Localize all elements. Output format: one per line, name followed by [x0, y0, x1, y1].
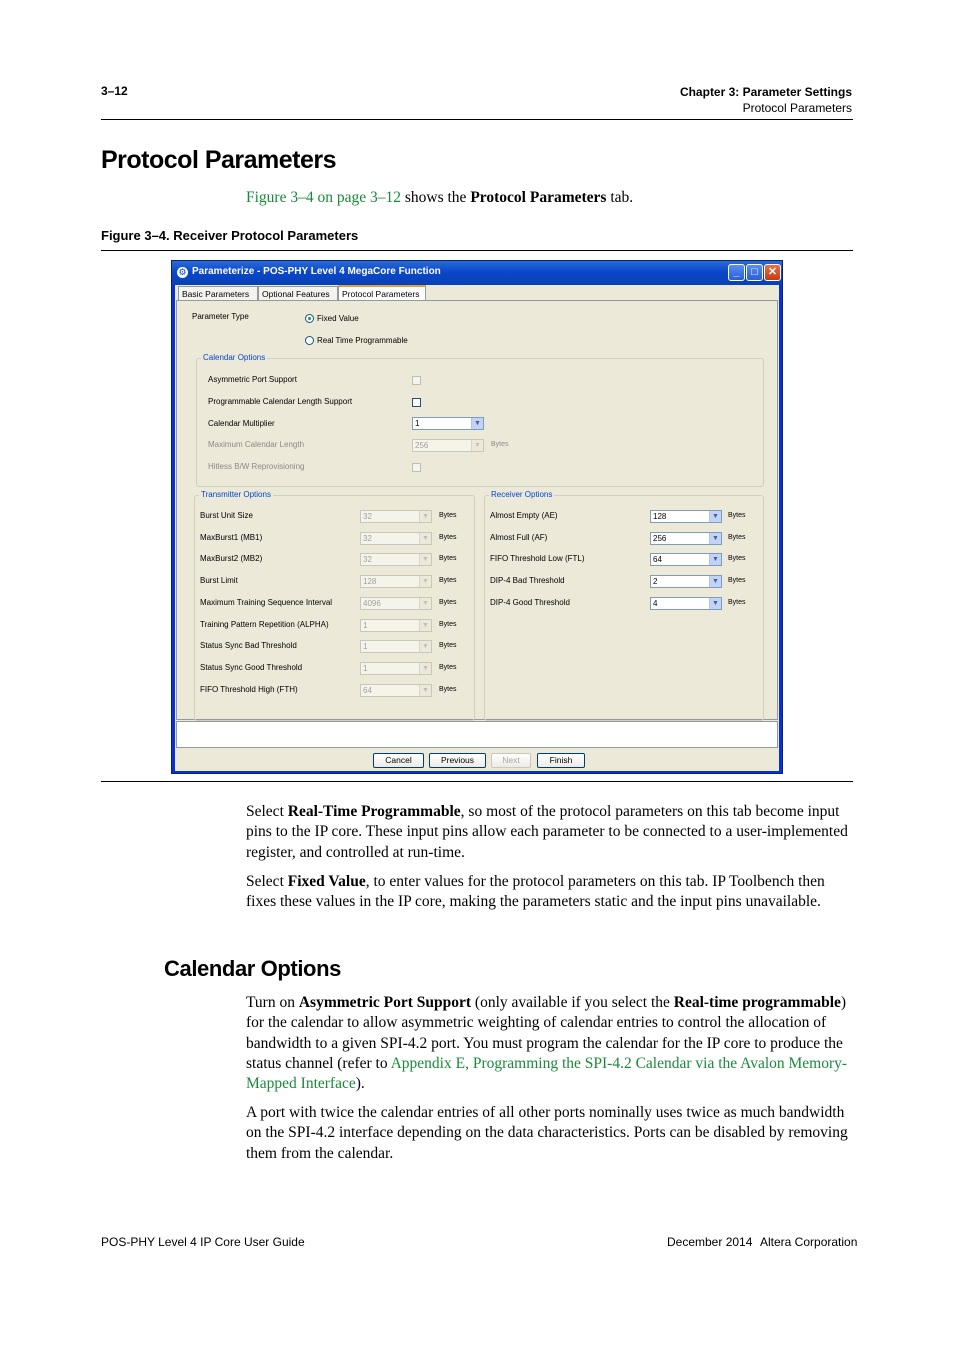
chevron-down-icon: ▼	[471, 418, 483, 429]
rx-value-select[interactable]: 64 ▼	[650, 553, 722, 566]
chevron-down-icon: ▼	[709, 554, 721, 565]
tx-value-select[interactable]: 64 ▼	[360, 684, 432, 697]
page-number: 3–12	[101, 84, 128, 98]
appendix-link[interactable]: Appendix E, Programming the SPI-4.2 Calendar via the Avalon Memory-Mapped Interface	[246, 1054, 848, 1093]
tx-value-select[interactable]: 32 ▼	[360, 532, 432, 545]
chevron-down-icon: ▼	[419, 511, 431, 522]
max-cal-len-unit: Bytes	[491, 441, 509, 448]
chevron-down-icon: ▼	[419, 598, 431, 609]
rx-unit: Bytes	[728, 555, 746, 563]
tx-value-select[interactable]: 1 ▼	[360, 662, 432, 675]
prog-cal-len-label: Programmable Calendar Length Support	[208, 397, 353, 406]
tx-value-select[interactable]: 4096 ▼	[360, 597, 432, 610]
finish-button[interactable]: Finish	[537, 753, 585, 768]
tx-label: Maximum Training Sequence Interval	[200, 597, 333, 607]
tx-label: Status Sync Bad Threshold	[200, 641, 297, 651]
header-rule	[101, 119, 853, 120]
paragraph-port-bandwidth: A port with twice the calendar entries of all other ports nominally uses twice as much bandwidth on the SPI-4.2 interface depending on the data characteristics. Ports can be disabled by removing them from the calendar.	[246, 1104, 848, 1162]
tx-unit: Bytes	[439, 533, 457, 541]
cal-multiplier-select[interactable]: 1 ▼	[412, 417, 484, 430]
tx-unit: Bytes	[439, 663, 457, 671]
tx-value-select[interactable]: 1 ▼	[360, 640, 432, 653]
transmitter-options-title: Transmitter Options	[201, 490, 271, 499]
tx-label: MaxBurst1 (MB1)	[200, 532, 263, 542]
tx-unit: Bytes	[439, 642, 457, 650]
real-time-radio[interactable]	[305, 336, 314, 345]
tx-unit: Bytes	[439, 577, 457, 585]
page-title: Protocol Parameters	[101, 146, 337, 174]
intro-paragraph: Figure 3–4 on page 3–12 shows the Protocol Parameters tab.	[246, 189, 634, 206]
tx-label: Burst Limit	[200, 576, 238, 586]
parameter-type-label: Parameter Type	[192, 312, 249, 321]
rx-label: DIP-4 Good Threshold	[490, 597, 570, 607]
fixed-value-label: Fixed Value	[317, 314, 359, 323]
rx-label: FIFO Threshold Low (FTL)	[490, 554, 585, 564]
rx-value-select[interactable]: 2 ▼	[650, 575, 722, 588]
maximize-button[interactable]: □	[746, 264, 763, 281]
rx-value-select[interactable]: 256 ▼	[650, 532, 722, 545]
rx-unit: Bytes	[728, 512, 746, 519]
minimize-button[interactable]: _	[728, 264, 745, 281]
figure-caption: Figure 3–4. Receiver Protocol Parameters	[101, 228, 359, 243]
max-cal-len-label: Maximum Calendar Length	[208, 440, 305, 449]
tab-protocol-parameters[interactable]: Protocol Parameters	[338, 285, 426, 301]
tab-basic-parameters[interactable]: Basic Parameters	[178, 286, 258, 300]
rx-value-select[interactable]: 4 ▼	[650, 597, 722, 610]
tx-value-select[interactable]: 128 ▼	[360, 575, 432, 588]
chevron-down-icon: ▼	[419, 685, 431, 696]
max-cal-len-select[interactable]: 256 ▼	[412, 439, 484, 452]
paragraph-fixed-value: Select Fixed Value, to enter values for the protocol parameters on this tab. IP Toolbench then fixes these values in the IP core, making the parameters static and the input pins unavailable.	[246, 873, 825, 911]
protocol-parameters-panel	[176, 300, 778, 720]
asym-port-checkbox[interactable]	[412, 376, 421, 385]
transmitter-options-group	[194, 490, 475, 721]
chevron-down-icon: ▼	[709, 576, 721, 587]
figure-bottom-rule	[101, 781, 853, 782]
running-header	[680, 84, 852, 116]
cancel-button[interactable]: Cancel	[373, 753, 424, 768]
figure-link[interactable]: Figure 3–4 on page 3–12	[246, 189, 401, 206]
tx-label: Status Sync Good Threshold	[200, 662, 303, 672]
chevron-down-icon: ▼	[709, 533, 721, 544]
tx-value-select[interactable]: 32 ▼	[360, 510, 432, 523]
tx-label: MaxBurst2 (MB2)	[200, 554, 263, 564]
footer-guide-title: POS-PHY Level 4 IP Core User Guide	[101, 1235, 305, 1249]
tx-unit: Bytes	[439, 512, 457, 519]
hitless-label: Hitless B/W Reprovisioning	[208, 462, 305, 471]
chevron-down-icon: ▼	[419, 533, 431, 544]
cal-multiplier-label: Calendar Multiplier	[208, 419, 275, 428]
dialog-title: Parameterize - POS-PHY Level 4 MegaCore Function	[192, 266, 441, 277]
receiver-options-group	[484, 490, 764, 721]
rx-label: Almost Full (AF)	[490, 532, 548, 542]
chevron-down-icon: ▼	[471, 440, 483, 451]
rx-label: Almost Empty (AE)	[490, 511, 558, 520]
section-title: Protocol Parameters	[742, 101, 852, 115]
prog-cal-len-checkbox[interactable]	[412, 398, 421, 407]
dialog-titlebar	[172, 261, 782, 285]
chevron-down-icon: ▼	[419, 554, 431, 565]
chevron-down-icon: ▼	[709, 511, 721, 522]
calendar-options-title: Calendar Options	[203, 353, 266, 362]
fixed-value-radio[interactable]	[305, 314, 314, 323]
tx-label: FIFO Threshold High (FTH)	[200, 684, 298, 694]
previous-button[interactable]: Previous	[429, 753, 486, 768]
rx-unit: Bytes	[728, 598, 746, 606]
calendar-options-heading: Calendar Options	[164, 956, 341, 981]
tx-value-select[interactable]: 32 ▼	[360, 553, 432, 566]
tx-unit: Bytes	[439, 620, 457, 628]
receiver-options-title: Receiver Options	[491, 490, 553, 499]
parameterize-dialog	[171, 260, 783, 774]
calendar-options-group	[196, 353, 764, 487]
rx-unit: Bytes	[728, 577, 746, 585]
dialog-client	[175, 285, 779, 771]
next-button[interactable]: Next	[491, 753, 531, 768]
asym-port-label: Asymmetric Port Support	[208, 375, 297, 384]
chapter-title: Chapter 3: Parameter Settings	[679, 85, 852, 99]
chevron-down-icon: ▼	[419, 620, 431, 631]
tx-unit: Bytes	[439, 685, 457, 693]
figure-top-rule	[101, 250, 853, 251]
close-button[interactable]: ✕	[764, 264, 781, 281]
chevron-down-icon: ▼	[709, 598, 721, 609]
rx-value-select[interactable]: 128 ▼	[650, 510, 722, 523]
paragraph-asymmetric: Turn on Asymmetric Port Support (only available if you select the Real-time programmable) for the calendar to allow asymmetric weighting of calendar entries to control the allocation of bandwidth to a given SPI-4.2 port. You must program the calendar for the IP core to produce the status channel (refer to Appendix E, Programming the SPI-4.2 Calendar via the Avalon Memory-Mapped Interface).	[246, 994, 848, 1093]
tx-unit: Bytes	[439, 598, 457, 606]
real-time-label: Real Time Programmable	[317, 336, 408, 345]
hitless-checkbox[interactable]	[412, 463, 421, 472]
app-icon: ⚙	[178, 267, 187, 277]
chevron-down-icon: ▼	[419, 576, 431, 587]
tx-value-select[interactable]: 1 ▼	[360, 619, 432, 632]
footer-company: Altera Corporation	[760, 1235, 858, 1249]
message-area	[176, 721, 778, 748]
chevron-down-icon: ▼	[419, 641, 431, 652]
chevron-down-icon: ▼	[419, 663, 431, 674]
rx-label: DIP-4 Bad Threshold	[490, 576, 565, 586]
paragraph-real-time: Select Real-Time Programmable, so most of the protocol parameters on this tab become input pins to the IP core. These input pins allow each parameter to be connected to a user-implemented register, and controlled at run-time.	[246, 803, 848, 861]
footer-date: December 2014	[667, 1235, 753, 1249]
rx-unit: Bytes	[728, 533, 746, 541]
tab-optional-features[interactable]: Optional Features	[258, 286, 338, 300]
tx-label: Burst Unit Size	[200, 511, 253, 520]
tx-label: Training Pattern Repetition (ALPHA)	[200, 619, 329, 629]
tx-unit: Bytes	[439, 555, 457, 563]
